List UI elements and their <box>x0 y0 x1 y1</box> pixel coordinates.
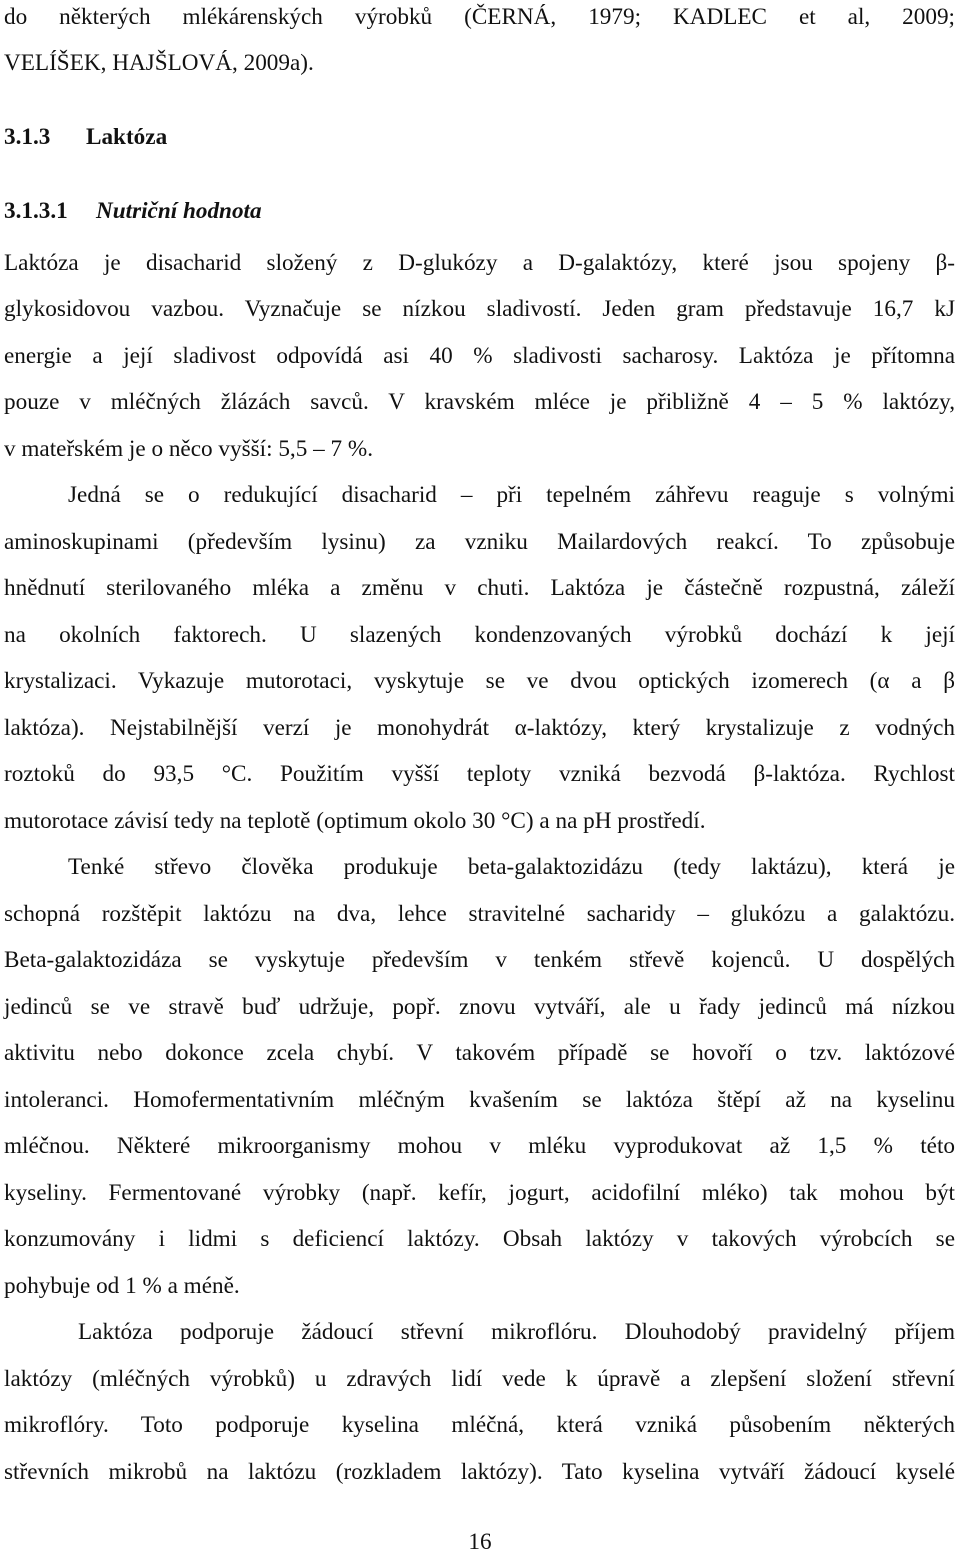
paragraph-3-line: Tenké střevo člověka produkuje beta-galaktozidázu (tedy laktázu), která je <box>68 854 955 880</box>
paragraph-2-line: aminoskupinami (především lysinu) za vzniku Mailardových reakcí. To způsobuje <box>4 529 955 555</box>
paragraph-3-line: aktivitu nebo dokonce zcela chybí. V takovém případě se hovoří o tzv. laktózové <box>4 1040 955 1066</box>
paragraph-4-line: laktózy (mléčných výrobků) u zdravých lidí vede k úpravě a zlepšení složení střevní <box>4 1366 955 1392</box>
paragraph-2-line: laktóza). Nejstabilnější verzí je monohydrát α-laktózy, který krystalizuje z vodných <box>4 715 955 741</box>
section-number: 3.1.3 <box>4 124 51 150</box>
paragraph-4-line: Laktóza podporuje žádoucí střevní mikroflóru. Dlouhodobý pravidelný příjem <box>78 1319 955 1345</box>
paragraph-3-line: konzumovány i lidmi s deficiencí laktózy. Obsah laktózy v takových výrobcích se <box>4 1226 955 1252</box>
subsection-number: 3.1.3.1 <box>4 198 68 224</box>
paragraph-1-line: Laktóza je disacharid složený z D-glukózy a D-galaktózy, které jsou spojeny β- <box>4 250 955 276</box>
paragraph-2-line: Jedná se o redukující disacharid – při tepelném záhřevu reaguje s volnými <box>68 482 955 508</box>
paragraph-2-line: roztoků do 93,5 °C. Použitím vyšší teploty vzniká bezvodá β-laktóza. Rychlost <box>4 761 955 787</box>
paragraph-2-line: na okolních faktorech. U slazených kondenzovaných výrobků dochází k její <box>4 622 955 648</box>
paragraph-2-line: krystalizaci. Vykazuje mutorotaci, vyskytuje se ve dvou optických izomerech (α a β <box>4 668 955 694</box>
paragraph-3-line: intoleranci. Homofermentativním mléčným kvašením se laktóza štěpí až na kyselinu <box>4 1087 955 1113</box>
page-number: 16 <box>468 1529 492 1555</box>
subsection-heading <box>4 196 262 226</box>
section-title: Laktóza <box>86 124 168 150</box>
paragraph-1-line: energie a její sladivost odpovídá asi 40 % sladivosti sacharosy. Laktóza je přítomna <box>4 343 955 369</box>
section-heading <box>4 122 167 152</box>
paragraph-2-line: mutorotace závisí tedy na teplotě (optimum okolo 30 °C) a na pH prostředí. <box>4 808 706 834</box>
paragraph-4-line: střevních mikrobů na laktózu (rozkladem laktózy). Tato kyselina vytváří žádoucí kyselé <box>4 1459 955 1485</box>
paragraph-2-line: hnědnutí sterilovaného mléka a změnu v chuti. Laktóza je částečně rozpustná, záleží <box>4 575 955 601</box>
intro-line: VELÍŠEK, HAJŠLOVÁ, 2009a). <box>4 50 314 76</box>
intro-line: do některých mlékárenských výrobků (ČERNÁ, 1979; KADLEC et al, 2009; <box>4 4 955 30</box>
paragraph-4-line: mikroflóry. Toto podporuje kyselina mléčná, která vzniká působením některých <box>4 1412 955 1438</box>
paragraph-3-line: pohybuje od 1 % a méně. <box>4 1273 240 1299</box>
paragraph-1-line: v mateřském je o něco vyšší: 5,5 – 7 %. <box>4 436 373 462</box>
paragraph-1-line: pouze v mléčných žlázách savců. V kravském mléce je přibližně 4 – 5 % laktózy, <box>4 389 955 415</box>
paragraph-3-line: kyseliny. Fermentované výrobky (např. kefír, jogurt, acidofilní mléko) tak mohou být <box>4 1180 955 1206</box>
subsection-title: Nutriční hodnota <box>96 198 262 224</box>
paragraph-3-line: Beta-galaktozidáza se vyskytuje především v tenkém střevě kojenců. U dospělých <box>4 947 955 973</box>
paragraph-3-line: mléčnou. Některé mikroorganismy mohou v mléku vyprodukovat až 1,5 % této <box>4 1133 955 1159</box>
paragraph-3-line: jedinců se ve stravě buď udržuje, popř. znovu vytváří, ale u řady jedinců má nízkou <box>4 994 955 1020</box>
paragraph-3-line: schopná rozštěpit laktózu na dva, lehce stravitelné sacharidy – glukózu a galaktózu. <box>4 901 955 927</box>
paragraph-1-line: glykosidovou vazbou. Vyznačuje se nízkou sladivostí. Jeden gram představuje 16,7 kJ <box>4 296 955 322</box>
